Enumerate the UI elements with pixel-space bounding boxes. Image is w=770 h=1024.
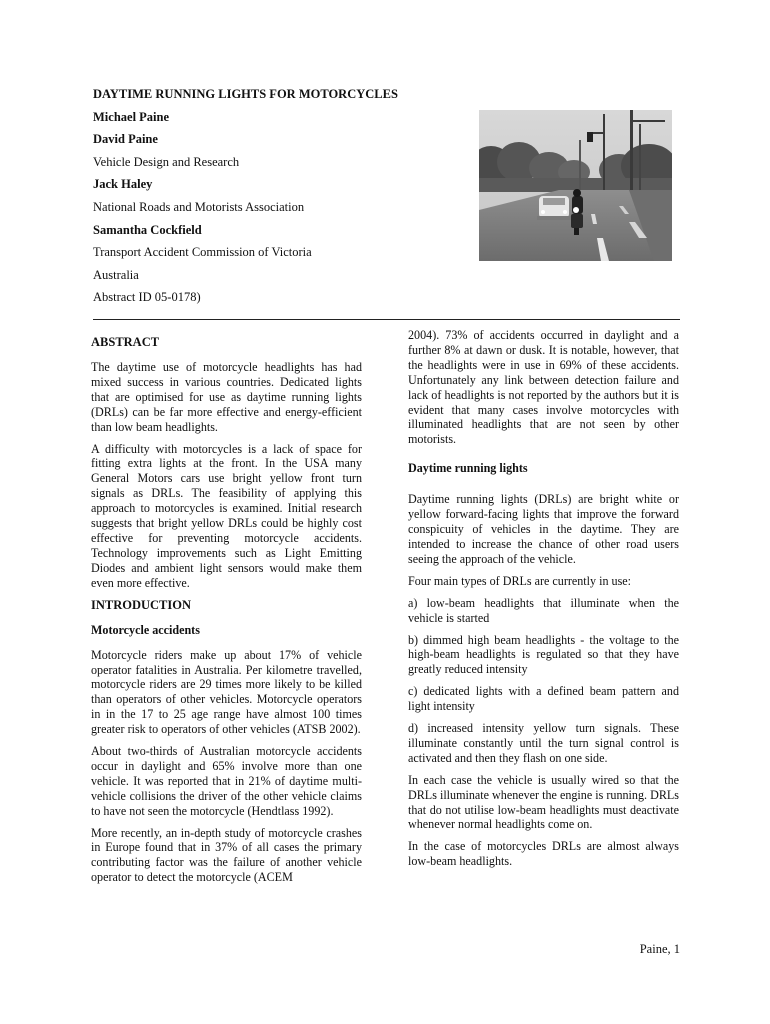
body-paragraph: Daytime running lights (DRLs) are bright white or yellow forward-facing lights that improve the forward conspicuity of vehicles in the daytime. They are intended to increase the chance of other road users seeing the approach of the vehicle. xyxy=(408,492,679,566)
author-affiliation: Vehicle Design and Research xyxy=(93,154,240,169)
author-country: Australia xyxy=(93,267,139,282)
author-affiliation: Transport Accident Commission of Victoria xyxy=(93,245,312,260)
author-name: David Paine xyxy=(93,132,158,147)
abstract-paragraph: A difficulty with motorcycles is a lack of space for fitting extra lights at the front. In the USA many General Motors cars use bright yellow front turn signals as DRLs. The feasibility of applying this approach to motorcycles is examined. Initial research suggests that bright yellow DRLs could be highly cost effective for preventing motorcycle accidents. Technology improvements such as Light Emitting Diodes and ambient light sensors would make them even more effective. xyxy=(91,441,362,590)
drl-type-item: b) dimmed high beam headlights - the voltage to the high-beam headlights is regulated so that they have greatly reduced intensity xyxy=(408,632,679,677)
abstract-paragraph: The daytime use of motorcycle headlights has had mixed success in various countries. Dedicated lights that are optimised for use as daytime running lights (DRLs) can be far more effective and energy-efficient than low beam headlights. xyxy=(91,360,362,434)
section-divider xyxy=(93,319,680,320)
abstract-id: Abstract ID 05-0178) xyxy=(93,290,201,305)
body-paragraph: 2004). 73% of accidents occurred in daylight and a further 8% at dawn or dusk. It is notable, however, that the headlights were in use in 69% of these accidents. Unfortunately any link between detection failure and lack of headlights is not reported by the authors but it is evident that many cases involve motorcycles with illuminated headlights that are not seen by other motorists. xyxy=(408,328,679,447)
daytime-running-lights-heading: Daytime running lights xyxy=(408,461,528,476)
right-column xyxy=(408,328,679,876)
abstract-heading: ABSTRACT xyxy=(91,335,160,349)
drl-type-item: c) dedicated lights with a defined beam pattern and light intensity xyxy=(408,684,679,714)
author-name: Samantha Cockfield xyxy=(93,222,202,237)
body-paragraph: In the case of motorcycles DRLs are almost always low-beam headlights. xyxy=(408,839,679,869)
author-affiliation: National Roads and Motorists Association xyxy=(93,199,305,214)
drl-type-item: d) increased intensity yellow turn signals. These illuminate constantly until the turn signal control is activated and then they flash on one side. xyxy=(408,721,679,765)
body-paragraph: Four main types of DRLs are currently in use: xyxy=(408,573,632,588)
body-paragraph: In each case the vehicle is usually wired so that the DRLs illuminate whenever the engine is running. DRLs that do not utilise low-beam headlights must deactivate whenever normal headlights come on. xyxy=(408,772,679,832)
author-name: Jack Haley xyxy=(93,177,153,192)
body-paragraph: More recently, an in-depth study of motorcycle crashes in Europe found that in 37% of all cases the primary contributing factor was the failure of another vehicle operator to detect the motorcycle (ACEM xyxy=(91,825,362,885)
author-name: Michael Paine xyxy=(93,109,170,124)
introduction-heading: INTRODUCTION xyxy=(91,597,192,612)
body-paragraph: Motorcycle riders make up about 17% of vehicle operator fatalities in Australia. Per kilometre travelled, motorcycle riders are 29 times more likely to be killed than operators of other vehicles. Motorcycle operators in in the 17 to 25 age range have almost 100 times greater risk to operators of other vehicles (ATSB 2002). xyxy=(91,647,362,737)
motorcycle-accidents-heading: Motorcycle accidents xyxy=(91,622,200,637)
paper-header xyxy=(93,83,473,309)
paper-title: DAYTIME RUNNING LIGHTS FOR MOTORCYCLES xyxy=(93,87,398,101)
body-paragraph: About two-thirds of Australian motorcycle accidents occur in daylight and 65% involve more than one vehicle. It was reported that in 21% of daytime multi-vehicle collisions the driver of the other vehicle claims to have not seen the motorcycle (Hendtlass 1992). xyxy=(91,744,362,818)
motorcycle-road-photo xyxy=(479,110,672,261)
drl-type-item: a) low-beam headlights that illuminate when the vehicle is started xyxy=(408,595,679,625)
left-column xyxy=(91,328,362,892)
page-footer: Paine, 1 xyxy=(639,942,680,956)
